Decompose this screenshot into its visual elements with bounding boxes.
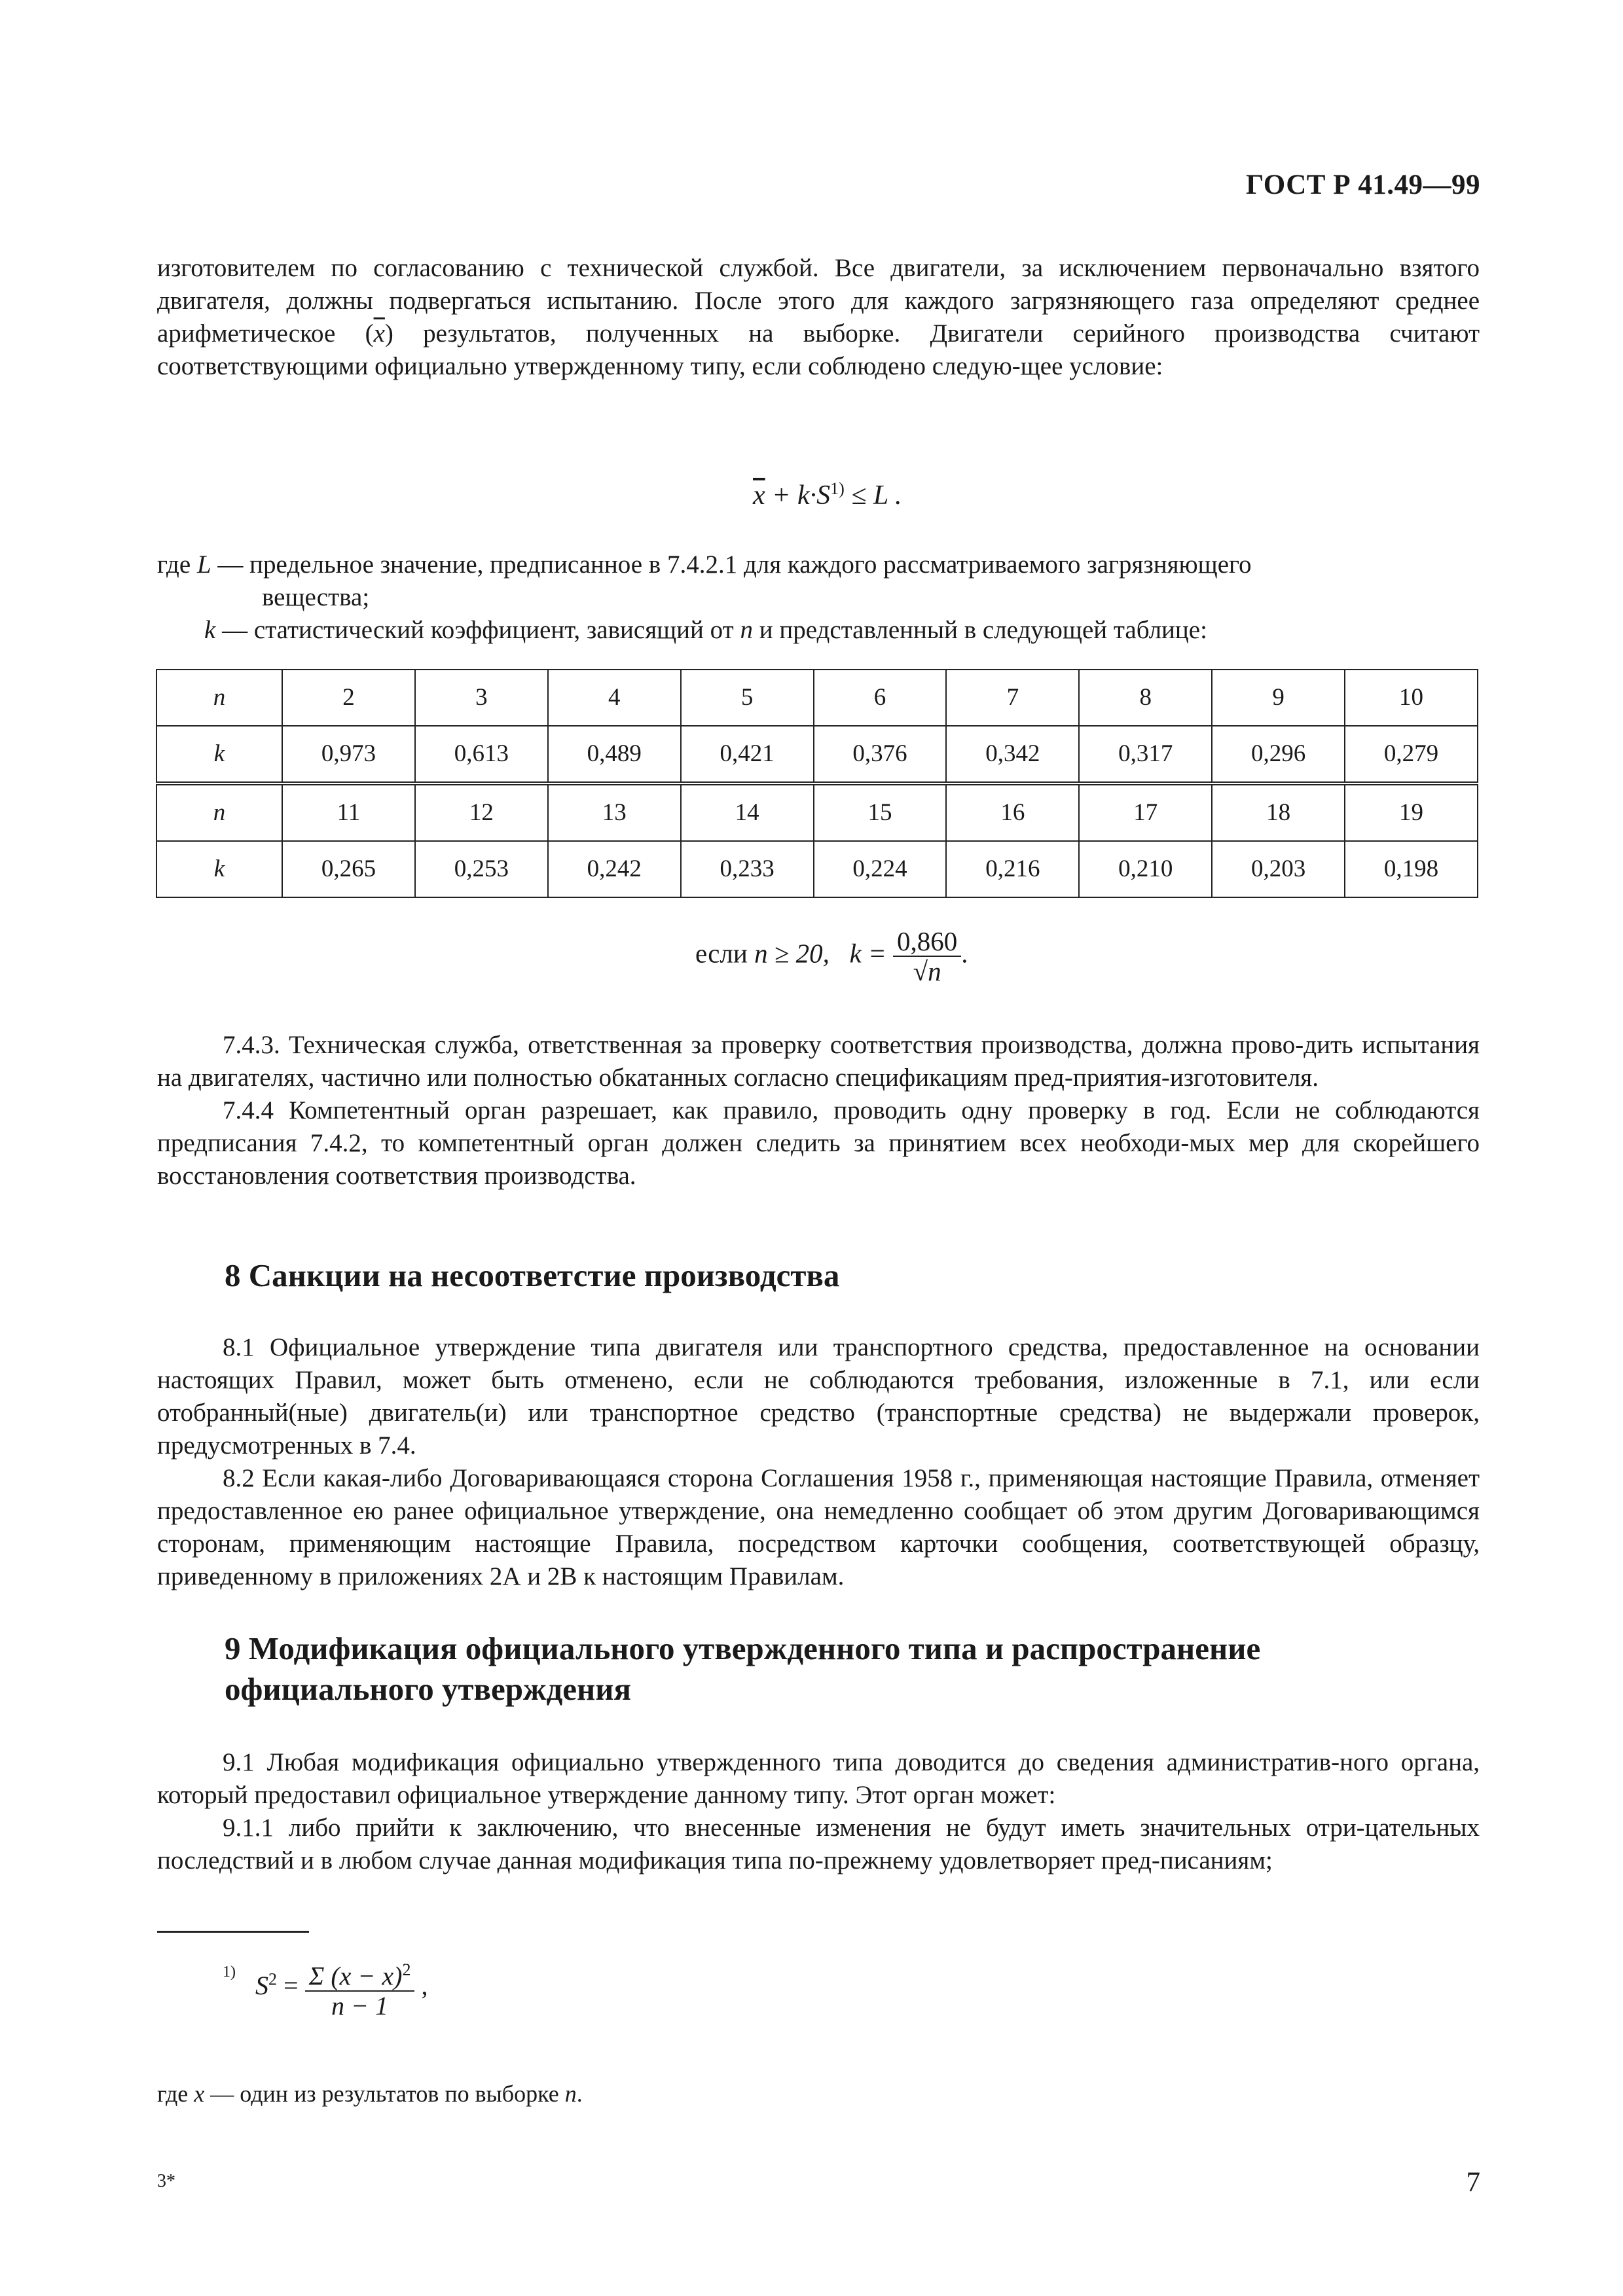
mean-symbol: $\overline{x}$ <box>373 319 385 348</box>
table-cell: 2 <box>282 670 415 726</box>
fraction-0860: $\frac{0,860}{√n}$ <box>893 927 961 986</box>
section-8-heading: 8 Санкции на несоответстие производства <box>225 1257 840 1293</box>
section-9-body <box>157 1746 1480 1877</box>
table-cell: 11 <box>282 783 415 841</box>
table-cell: 6 <box>814 670 947 726</box>
table-cell: 0,203 <box>1212 841 1345 897</box>
definition-L: где L — предельное значение, предписанное в 7.4.2.1 для каждого рассматриваемого загрязняющего <box>157 550 1252 579</box>
table-cell: 8 <box>1079 670 1212 726</box>
table-cell: 0,242 <box>548 841 681 897</box>
intro-paragraph <box>157 252 1480 383</box>
formula-n-ge-20: если n ≥ 20, k = $\frac{0,860}{√n}$ . <box>695 926 968 986</box>
table-cell: 0,224 <box>814 841 947 897</box>
section-9-heading: 9 Модификация официального утвержденного типа и распространение официального утверждения <box>225 1630 1261 1707</box>
variance-fraction: $\frac{\Sigma (x - x)^2}{n - 1}$ <box>305 1956 415 2020</box>
table-cell: 7 <box>946 670 1079 726</box>
table-cell: 0,265 <box>282 841 415 897</box>
table-cell: 0,216 <box>946 841 1079 897</box>
paragraphs-743-744 <box>157 1029 1480 1193</box>
table-cell: 14 <box>681 783 814 841</box>
footnote-formula: $^{1)}$ $S^2$ = $\frac{\Sigma (x - x)^2}{n - 1}$ , <box>223 1956 428 2020</box>
main-formula: $\overline{x} + k\cdot S^{1)} \le L$ . <box>753 479 902 511</box>
paragraph-9-1: 9.1 Любая модификация официально утвержденного типа доводится до сведения административ-ного органа, который предоставил официальное утверждение данному типу. Этот орган может: <box>157 1748 1480 1809</box>
table-row <box>156 670 1478 726</box>
table-cell: 0,317 <box>1079 726 1212 783</box>
table-cell: 0,279 <box>1345 726 1478 783</box>
sheet-mark: 3* <box>157 2171 175 2191</box>
table-cell: 13 <box>548 783 681 841</box>
footnote-where: где x — один из результатов по выборке n. <box>157 2081 583 2107</box>
table-row-label: n <box>156 783 282 841</box>
table-cell: 18 <box>1212 783 1345 841</box>
table-cell: 0,296 <box>1212 726 1345 783</box>
table-cell: 0,489 <box>548 726 681 783</box>
table-cell: 9 <box>1212 670 1345 726</box>
table-cell: 3 <box>415 670 548 726</box>
paragraph-7-4-4: 7.4.4 Компетентный орган разрешает, как правило, проводить одну проверку в год. Если не соблюдаются предписания 7.4.2, то компетентный орган должен следить за принятием всех необходи-мых мер для скорейшего восстановления соответствия производства. <box>157 1096 1480 1190</box>
table-cell: 0,233 <box>681 841 814 897</box>
table-cell: 0,253 <box>415 841 548 897</box>
table-cell: 19 <box>1345 783 1478 841</box>
table-cell: 0,198 <box>1345 841 1478 897</box>
definition-k: k — статистический коэффициент, зависящий от n и представленный в следующей таблице: <box>204 616 1207 644</box>
table-cell: 0,376 <box>814 726 947 783</box>
table-row <box>156 783 1478 841</box>
paragraph-7-4-3: 7.4.3. Техническая служба, ответственная за проверку соответствия производства, должна прово-дить испытания на двигателях, частично или полностью обкатанных согласно спецификациям пред-приятия-изготовителя. <box>157 1031 1480 1092</box>
table-cell: 0,210 <box>1079 841 1212 897</box>
footnote-rule <box>157 1931 309 1933</box>
table-cell: 17 <box>1079 783 1212 841</box>
definition-L-continued: вещества; <box>262 583 370 611</box>
table-row <box>156 841 1478 897</box>
table-cell: 0,613 <box>415 726 548 783</box>
table-cell: 10 <box>1345 670 1478 726</box>
k-coefficient-table <box>156 669 1478 898</box>
paragraph-8-2: 8.2 Если какая-либо Договаривающаяся сторона Соглашения 1958 г., применяющая настоящие Правила, отменяет предоставленное ею ранее официальное утверждение, она немедленно сообщает об этом другим Договаривающимся сторонам, применяющим настоящие Правила, посредством карточки сообщения, соответствующей образцу, приведенному в приложениях 2А и 2В к настоящим Правилам. <box>157 1464 1480 1590</box>
table-row-label: k <box>156 841 282 897</box>
document-code: ГОСТ Р 41.49—99 <box>1245 170 1480 200</box>
page-number: 7 <box>1466 2167 1480 2198</box>
table-row-label: k <box>156 726 282 783</box>
table-row <box>156 726 1478 783</box>
paragraph-9-1-1: 9.1.1 либо прийти к заключению, что внесенные изменения не будут иметь значительных отри-цательных последствий и в любом случае данная модификация типа по-прежнему удовлетворяет пред-писаниям; <box>157 1814 1480 1874</box>
table-cell: 12 <box>415 783 548 841</box>
table-cell: 0,421 <box>681 726 814 783</box>
table-cell: 5 <box>681 670 814 726</box>
table-cell: 15 <box>814 783 947 841</box>
section-8-body <box>157 1331 1480 1593</box>
table-row-label: n <box>156 670 282 726</box>
definitions <box>157 548 1480 647</box>
table-cell: 0,342 <box>946 726 1079 783</box>
paragraph-8-1: 8.1 Официальное утверждение типа двигателя или транспортного средства, предоставленное на основании настоящих Правил, может быть отменено, если не соблюдаются требования, изложенные в 7.1, или если отобранный(ные) двигатель(и) или транспортное средство (транспортные средства) не выдержали проверок, предусмотренных в 7.4. <box>157 1333 1480 1460</box>
intro-text-1: изготовителем по согласованию с технической службой. Все двигатели, за исключением первоначально взятого двигателя, должны подвергаться испытанию. После этого для каждого загрязняющего газа определяют среднее арифметическое $(\overline{x})$ результатов, полученных на выборке. Двигатели серийного производства считают соответствующими официально утвержденному типу, если соблюдено следую-щее условие: <box>157 254 1480 380</box>
table-cell: 16 <box>946 783 1079 841</box>
table-cell: 0,973 <box>282 726 415 783</box>
table-cell: 4 <box>548 670 681 726</box>
